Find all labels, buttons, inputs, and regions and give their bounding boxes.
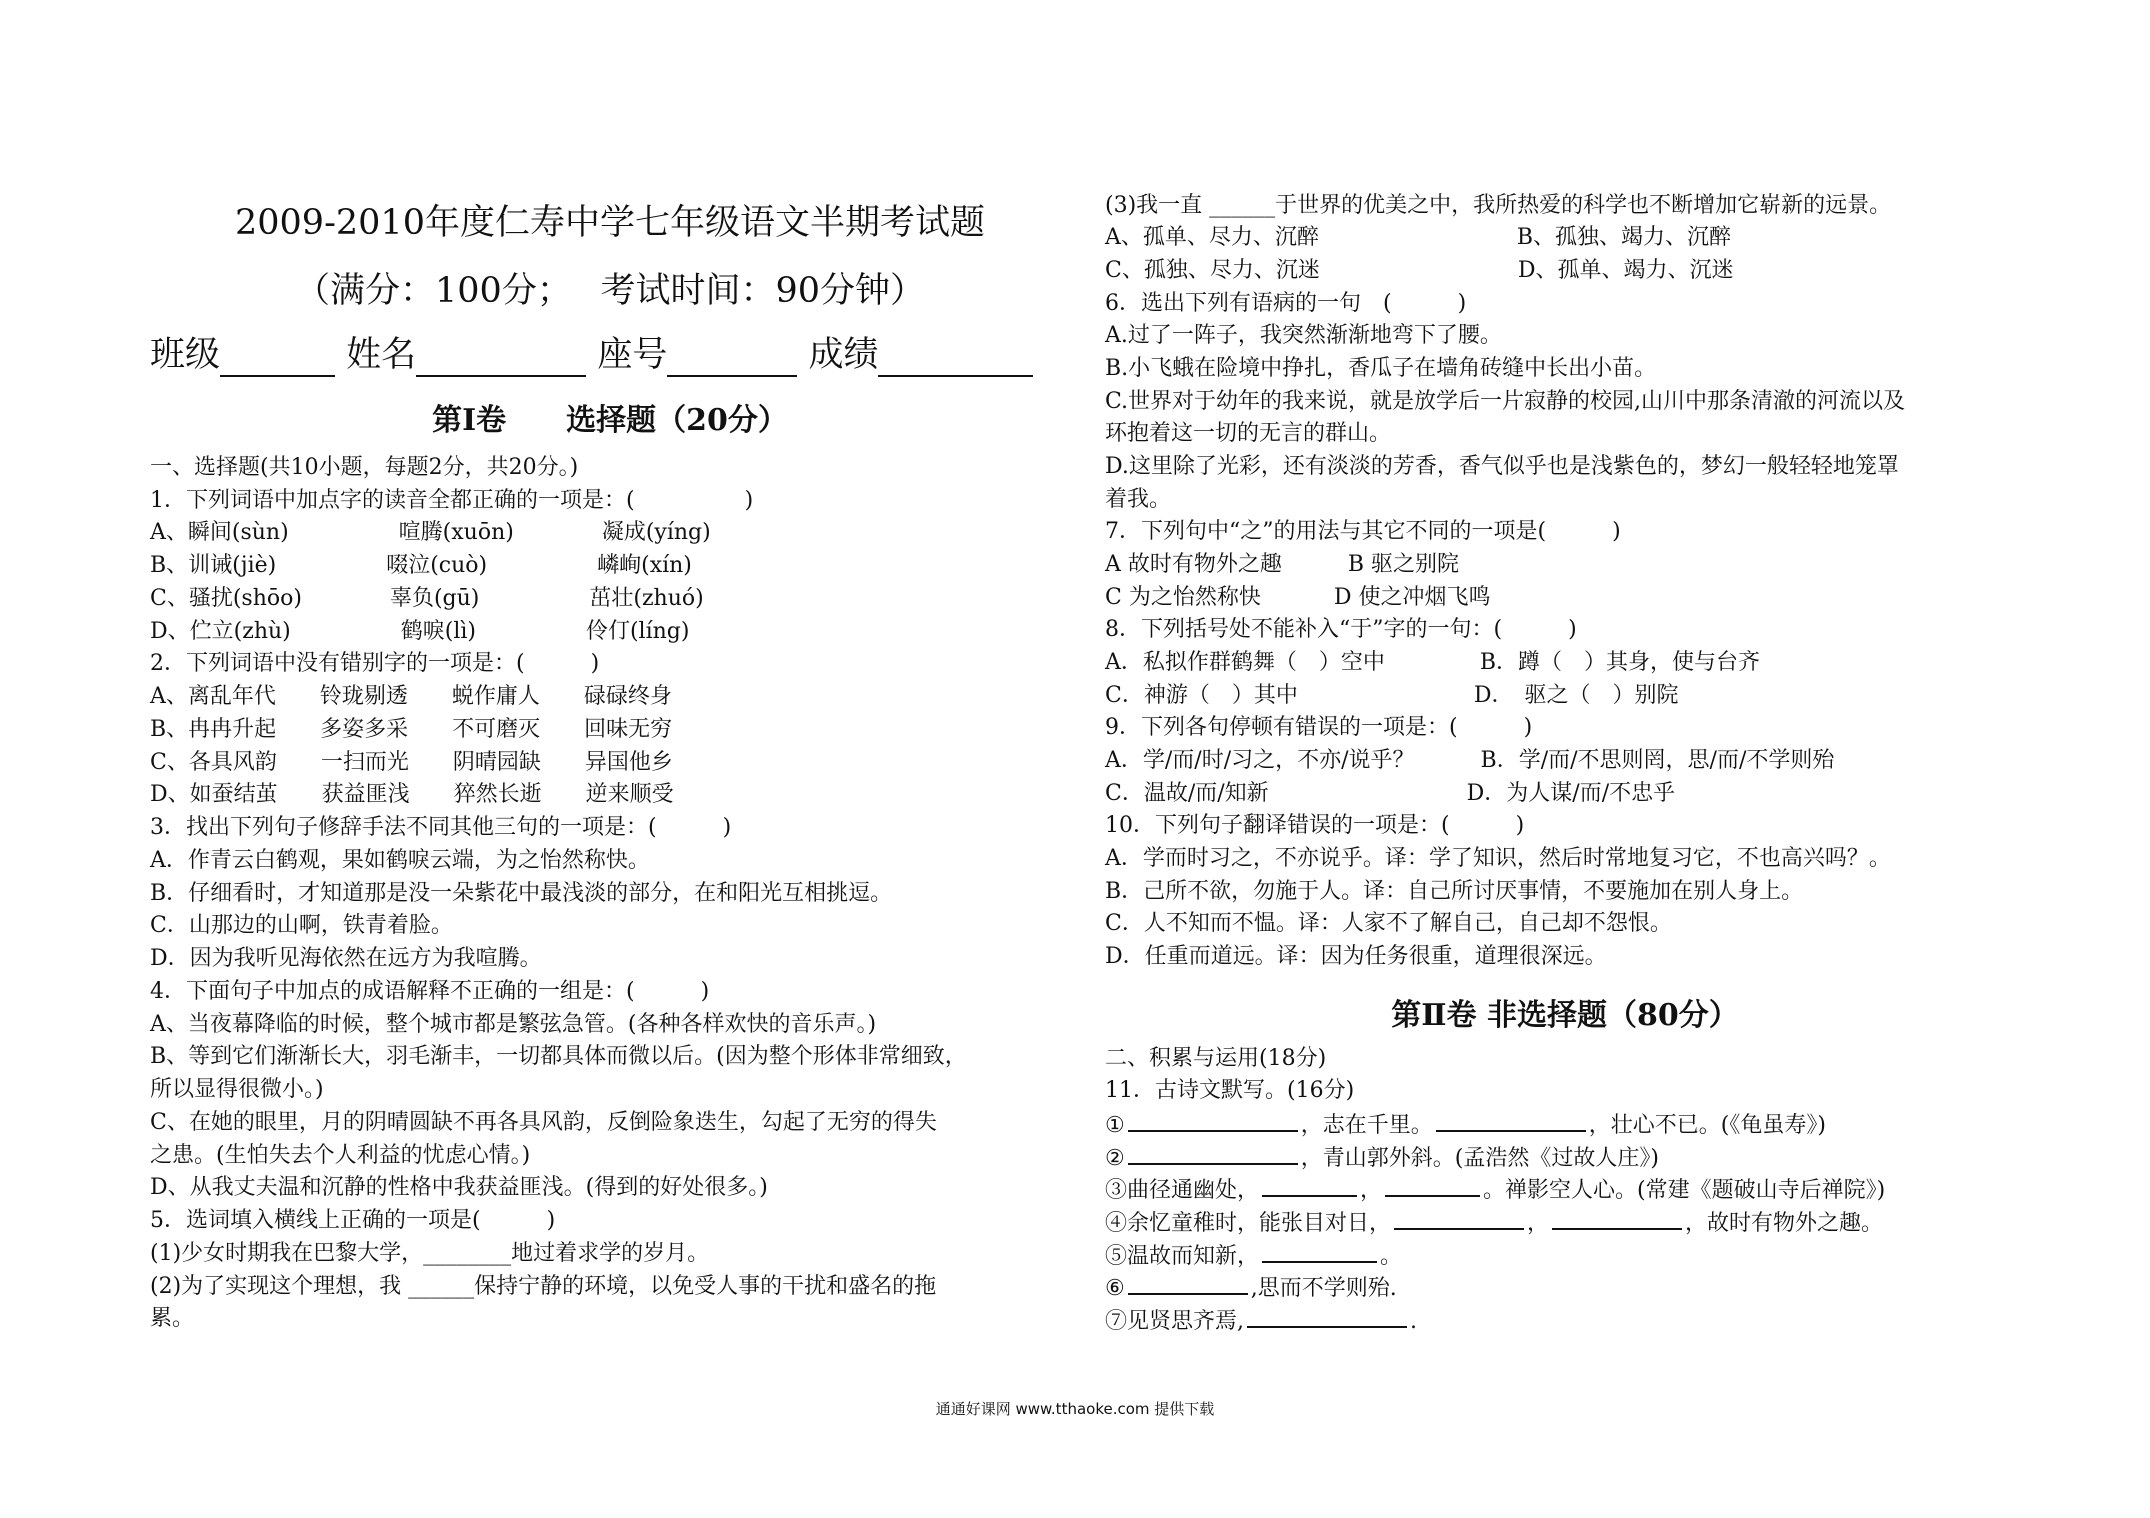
poem-text: . xyxy=(1410,1309,1417,1334)
poem-text: 。 xyxy=(1380,1244,1403,1269)
right-line: C 为之怡然称快 D 使之冲烟飞鸣 xyxy=(1105,585,1491,610)
poem-text: ， xyxy=(1360,1178,1383,1203)
poem-text: ，故时有物外之趣。 xyxy=(1685,1211,1884,1236)
poem-text: ① xyxy=(1105,1113,1125,1138)
right-line: 9．下列各句停顿有错误的一项是：( ) xyxy=(1105,715,1533,740)
left-line: B、训诫(jiè) 啜泣(cuò) 嶙峋(xín) xyxy=(150,553,692,578)
left-line: 一、选择题(共10小题，每题2分，共20分。) xyxy=(150,455,579,480)
right-line: 二、积累与运用(18分) xyxy=(1105,1046,1327,1071)
left-line: (1)少女时期我在巴黎大学，________地过着求学的岁月。 xyxy=(150,1241,710,1266)
answer-blank[interactable] xyxy=(1128,1271,1248,1295)
score-field[interactable] xyxy=(878,345,1033,377)
right-line: C．温故/而/知新 D．为人谋/而/不忠乎 xyxy=(1105,781,1676,806)
poem-text: ，壮心不已。(《龟虽寿》) xyxy=(1588,1113,1826,1138)
right-line: C.世界对于幼年的我来说，就是放学后一片寂静的校园,山川中那条清澈的河流以及 xyxy=(1105,389,1906,414)
right-line: A、孤单、尽力、沉醉 B、孤独、竭力、沉醉 xyxy=(1105,225,1732,250)
left-line: C．山那边的山啊，铁青着脸。 xyxy=(150,913,453,938)
exam-title: 2009-2010年度仁寿中学七年级语文半期考试题 xyxy=(235,203,985,243)
left-line: 累。 xyxy=(150,1306,195,1331)
part2-title: 第Ⅱ卷 非选择题（80分） xyxy=(1391,998,1739,1033)
right-line: C．神游（ ）其中 D． 驱之（ ）别院 xyxy=(1105,683,1679,708)
right-line: 环抱着这一切的无言的群山。 xyxy=(1105,421,1392,446)
left-line: A．作青云白鹤观，果如鹤唳云端，为之怡然称快。 xyxy=(150,848,650,873)
poem-line-2 xyxy=(1105,1141,1659,1175)
poem-line-5 xyxy=(1105,1239,1402,1273)
answer-blank[interactable] xyxy=(1128,1108,1298,1132)
right-line: 11．古诗文默写。(16分) xyxy=(1105,1078,1355,1103)
answer-blank[interactable] xyxy=(1394,1206,1524,1230)
left-line: C、在她的眼里，月的阴晴圆缺不再各具风韵，反倒险象迭生，勾起了无穷的得失 xyxy=(150,1110,937,1135)
poem-text: ， xyxy=(1527,1211,1550,1236)
poem-text: ，志在千里。 xyxy=(1300,1113,1433,1138)
answer-blank[interactable] xyxy=(1247,1304,1407,1328)
answer-blank[interactable] xyxy=(1385,1173,1480,1197)
left-line: A、离乱年代 铃珑剔透 蜕作庸人 碌碌终身 xyxy=(150,684,672,709)
right-line: D.这里除了光彩，还有淡淡的芳香，香气似乎也是浅紫色的，梦幻一般轻轻地笼罩 xyxy=(1105,454,1899,479)
left-line: D、伫立(zhù) 鹤唳(lì) 伶仃(líng) xyxy=(150,619,690,644)
poem-text: ⑦见贤思齐焉, xyxy=(1105,1309,1244,1334)
class-label: 班级 xyxy=(150,335,221,375)
answer-blank[interactable] xyxy=(1128,1141,1298,1165)
poem-line-6 xyxy=(1105,1271,1397,1305)
right-line: C、孤独、尽力、沉迷 D、孤单、竭力、沉迷 xyxy=(1105,258,1734,283)
left-line: A、瞬间(sùn) 喧腾(xuōn) 凝成(yíng) xyxy=(150,520,711,545)
poem-text: ,思而不学则殆. xyxy=(1250,1276,1397,1301)
right-line: 8．下列括号处不能补入“于”字的一句：( ) xyxy=(1105,617,1577,642)
right-line: 10．下列句子翻译错误的一项是：( ) xyxy=(1105,813,1525,838)
left-line: 所以显得很微小。) xyxy=(150,1077,324,1102)
left-line: D、从我丈夫温和沉静的性格中我获益匪浅。(得到的好处很多。) xyxy=(150,1175,768,1200)
right-line: C．人不知而不愠。译：人家不了解自己，自己却不怨恨。 xyxy=(1105,911,1672,936)
right-line: A．学/而/时/习之，不亦/说乎？ B．学/而/不思则罔，思/而/不学则殆 xyxy=(1105,748,1835,773)
right-line: A.过了一阵子，我突然渐渐地弯下了腰。 xyxy=(1105,323,1502,348)
left-line: 4．下面句子中加点的成语解释不正确的一组是：( ) xyxy=(150,979,710,1004)
poem-text: ② xyxy=(1105,1146,1125,1171)
right-line: 着我。 xyxy=(1105,487,1172,512)
answer-blank[interactable] xyxy=(1436,1108,1586,1132)
left-line: 1．下列词语中加点字的读音全都正确的一项是：( ) xyxy=(150,488,754,513)
poem-text: 。禅影空人心。(常建《题破山寺后禅院》) xyxy=(1483,1178,1886,1203)
poem-line-3 xyxy=(1105,1173,1885,1207)
right-line: A．学而时习之，不亦说乎。译：学了知识，然后时常地复习它，不也高兴吗？。 xyxy=(1105,846,1891,871)
footer-credit: 通通好课网 www.tthaoke.com 提供下载 xyxy=(935,1400,1215,1418)
left-line: B、等到它们渐渐长大，羽毛渐丰，一切都具体而微以后。(因为整个形体非常细致， xyxy=(150,1044,967,1069)
poem-text: ，青山郭外斜。(孟浩然《过故人庄》) xyxy=(1300,1146,1659,1171)
left-line: B、冉冉升起 多姿多采 不可磨灭 回味无穷 xyxy=(150,717,673,742)
left-line: B．仔细看时，才知道那是没一朵紫花中最浅淡的部分，在和阳光互相挑逗。 xyxy=(150,881,893,906)
right-line: 7．下列句中“之”的用法与其它不同的一项是( ) xyxy=(1105,519,1621,544)
poem-text: ⑥ xyxy=(1105,1276,1125,1301)
class-field[interactable] xyxy=(220,345,335,377)
right-line: B.小飞蛾在险境中挣扎，香瓜子在墙角砖缝中长出小苗。 xyxy=(1105,356,1657,381)
right-line: (3)我一直 ______于世界的优美之中，我所热爱的科学也不断增加它崭新的远景。 xyxy=(1105,193,1892,218)
part1-title: 第Ⅰ卷 选择题（20分） xyxy=(432,403,788,438)
poem-line-4 xyxy=(1105,1206,1883,1240)
poem-text: ④余忆童稚时，能张目对日， xyxy=(1105,1211,1392,1236)
poem-line-1 xyxy=(1105,1108,1826,1142)
score-label: 成绩 xyxy=(808,335,879,375)
left-line: D、如蚕结茧 获益匪浅 猝然长逝 逆来顺受 xyxy=(150,782,674,807)
right-line: D．任重而道远。译：因为任务很重，道理很深远。 xyxy=(1105,944,1607,969)
left-line: 之患。(生怕失去个人利益的忧虑心情。) xyxy=(150,1143,531,1168)
left-line: C、各具风韵 一扫而光 阴晴园缺 异国他乡 xyxy=(150,750,673,775)
left-line: 2．下列词语中没有错别字的一项是：( ) xyxy=(150,651,600,676)
right-line: B．己所不欲，勿施于人。译：自己所讨厌事情，不要施加在别人身上。 xyxy=(1105,879,1804,904)
right-line: A．私拟作群鹤舞（ ）空中 B．蹲（ ）其身，使与台齐 xyxy=(1105,650,1761,675)
answer-blank[interactable] xyxy=(1262,1173,1357,1197)
answer-blank[interactable] xyxy=(1552,1206,1682,1230)
poem-text: ⑤温故而知新， xyxy=(1105,1244,1260,1269)
answer-blank[interactable] xyxy=(1262,1239,1377,1263)
seat-label: 座号 xyxy=(597,335,668,375)
left-line: (2)为了实现这个理想，我 ______保持宁静的环境，以免受人事的干扰和盛名的拖 xyxy=(150,1274,937,1299)
poem-line-7 xyxy=(1105,1304,1417,1338)
left-line: 5．选词填入横线上正确的一项是( ) xyxy=(150,1208,556,1233)
right-line: 6．选出下列有语病的一句 ( ) xyxy=(1105,291,1467,316)
seat-field[interactable] xyxy=(667,345,797,377)
name-field[interactable] xyxy=(416,345,586,377)
right-line: A 故时有物外之趣 B 驱之别院 xyxy=(1105,552,1460,577)
name-label: 姓名 xyxy=(346,335,417,375)
left-line: A、当夜幕降临的时候，整个城市都是繁弦急管。(各种各样欢快的音乐声。) xyxy=(150,1012,877,1037)
poem-text: ③曲径通幽处， xyxy=(1105,1178,1260,1203)
exam-subtitle: （满分：100分； 考试时间：90分钟） xyxy=(295,271,925,311)
student-info-row xyxy=(150,327,1033,377)
left-line: C、骚扰(shōo) 辜负(gū) 茁壮(zhuó) xyxy=(150,586,704,611)
left-line: D．因为我听见海依然在远方为我喧腾。 xyxy=(150,946,542,971)
left-line: 3．找出下列句子修辞手法不同其他三句的一项是：( ) xyxy=(150,815,732,840)
